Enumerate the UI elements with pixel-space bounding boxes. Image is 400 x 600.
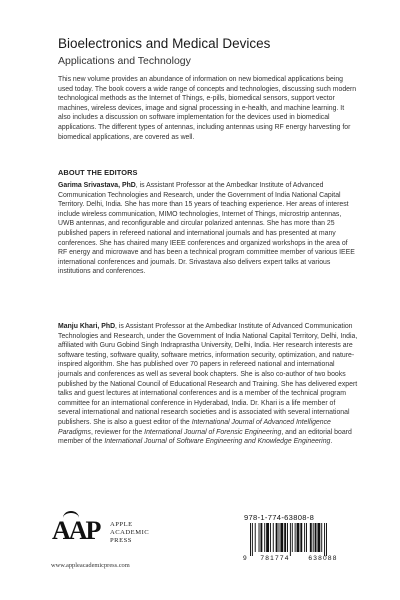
- barcode-bars: [250, 523, 327, 556]
- barcode-bar: [292, 523, 293, 552]
- publisher-website: www.appleacademicpress.com: [51, 562, 130, 569]
- publisher-name-line: ACADEMIC: [110, 529, 150, 537]
- barcode-bar: [295, 523, 296, 552]
- barcode-bar: [317, 523, 320, 552]
- journal-title: International Journal of Software Engineering and Knowledge Engineering: [104, 438, 331, 446]
- barcode-digit-first: 9: [243, 555, 247, 562]
- editor-bio-text: , reviewer for the: [90, 428, 145, 436]
- barcode-bar: [270, 523, 271, 552]
- publisher-name-line: APPLE: [110, 521, 133, 528]
- barcode-bar: [297, 523, 300, 552]
- publisher-name-line: PRESS: [110, 537, 132, 545]
- barcode-bar: [264, 523, 265, 552]
- isbn-number: 978-1-774-63808-8: [244, 513, 315, 522]
- editor-bio-khari: [58, 322, 358, 447]
- barcode-bar: [321, 523, 322, 552]
- editor-name: Garima Srivastava, PhD: [58, 182, 136, 189]
- journal-title: International Journal of Forensic Engineering: [144, 428, 282, 436]
- barcode: [242, 522, 358, 562]
- barcode-bar: [250, 523, 251, 556]
- barcode-bar: [306, 523, 307, 552]
- barcode-digits-right: 638088: [308, 555, 338, 562]
- barcode-bar: [287, 523, 288, 552]
- editor-bio-srivastava: [58, 181, 358, 277]
- barcode-bar: [304, 523, 305, 552]
- barcode-bar: [290, 523, 291, 556]
- book-subtitle: Applications and Technology: [58, 55, 191, 67]
- barcode-bar: [313, 523, 314, 552]
- editors-heading: ABOUT THE EDITORS: [58, 168, 138, 177]
- barcode-bar: [276, 523, 278, 552]
- barcode-bar: [315, 523, 317, 552]
- book-title: Bioelectronics and Medical Devices: [58, 36, 271, 51]
- barcode-bar: [280, 523, 283, 552]
- barcode-bar: [310, 523, 312, 552]
- barcode-bar: [259, 523, 260, 552]
- barcode-bar: [326, 523, 327, 556]
- barcode-bar: [260, 523, 262, 552]
- barcode-bar: [324, 523, 325, 556]
- barcode-bar: [255, 523, 256, 552]
- publisher-logo: [52, 516, 112, 556]
- editor-bio-text: , is Assistant Professor at the Ambedkar Institute of Advanced Communication Technologies and Research, under the Government of India National Capital Territory, Delhi, India, affiliated with Guru Gobind Singh Indraprastha University, Delhi, India. Her research interests are software testing, software quality, software metrics, information security, optimization, and nature-inspired algorithm. She has published over 70 papers in refereed national and international journals and conferences as well as several book chapters. She is also co-author of two books published by the National Council of Educational Research and Training. She has delivered expert talks and guest lectures at international conferences and is a member of the technical program committee for an international conference in Hyderabad, India. Dr. Khari is a life member of several international and national research societies and is associated with several international publishers. She is also a guest editor of the: [58, 323, 358, 426]
- barcode-bar: [273, 523, 274, 552]
- editor-bio-text: .: [330, 438, 333, 446]
- book-description: This new volume provides an abundance of information on new biomedical applications being used today. The book covers a wide range of concepts and technologies, discussing such modern technological methods as the Internet of Things, e-pills, biomedical sensors, support vector machines, wireless devices, image and signal processing in e-health, and machine learning. It also includes a discussion on software implementation for the devices used in biomedical applications. The different types of antennas, including antennas using RF energy harvesting for biomedical applications, are covered as well.: [58, 76, 357, 141]
- logo-letters: AAP: [52, 516, 100, 545]
- journal-title: International Journal of Advanced Intelligence Paradigms: [58, 418, 331, 436]
- barcode-bar: [300, 523, 302, 552]
- publisher-name: [110, 521, 149, 546]
- editor-bio-text: , and an editorial board member of the: [58, 428, 352, 446]
- barcode-bar: [279, 523, 280, 552]
- barcode-digits-left: 781774: [260, 555, 290, 562]
- barcode-bar: [252, 523, 253, 556]
- editor-name: Manju Khari, PhD: [58, 323, 116, 330]
- editor-bio-text: , is Assistant Professor at the Ambedkar Institute of Advanced Communication Technologies and Research, under the Government of India National Capital Territory. Delhi, India. She has more than 15 years of teaching experience. Her areas of interest include wireless communication, MIMO technologies, Internet of Things, microstrip antennas, UWB antennas, and reconfigurable and circular polarized antennas. She has more than 25 published papers in refereed national and international journals and has presented at many conferences. She has chaired many IEEE conferences and organized workshops in the area of RF energy and microwave and has been a technical program committee member of various IEEE international conferences and journals. Dr. Srivastava also delivers expert talks at various institutions and conferences.: [58, 182, 355, 276]
- barcode-bar: [284, 523, 286, 552]
- barcode-bar: [266, 523, 269, 552]
